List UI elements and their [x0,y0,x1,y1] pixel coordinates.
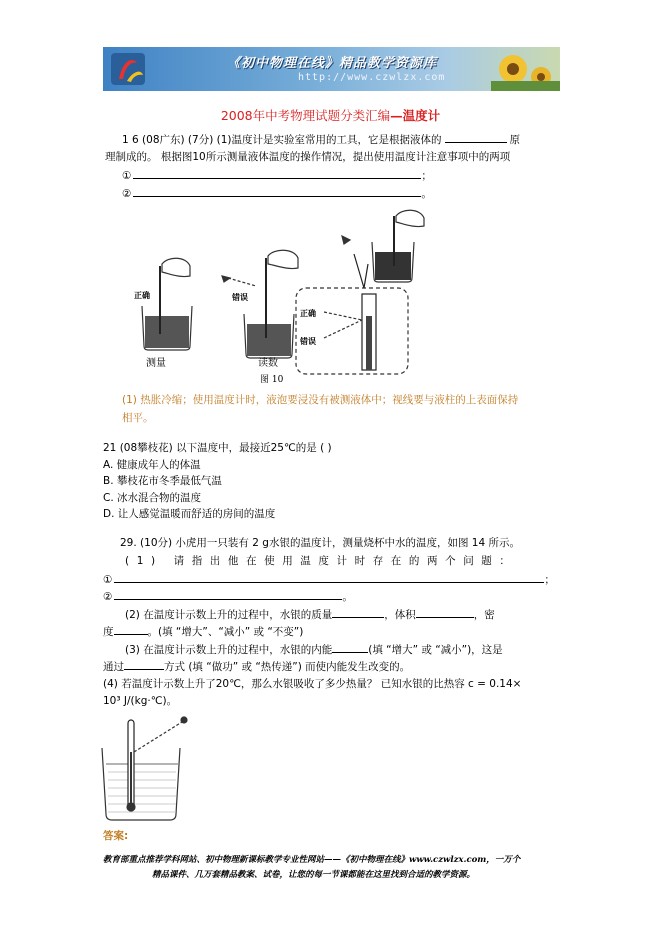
q21-stem: 21 (08攀枝花) 以下温度中，最接近25℃的是 ( ) [103,442,332,454]
q29-part3-line1 [125,641,503,657]
q16-line1-end: 原 [509,134,521,146]
q16-stem: 1 6 (08广东) (7分) (1)温度计是实验室常用的工具，它是根据液体的 [122,134,442,146]
fig-label-correct-2: 正确 [300,309,316,318]
q29-part2-text-b: ，体积 [384,609,416,621]
q29-part2-line2 [103,623,303,639]
q29-part3-text-a: (3) 在温度计示数上升的过程中，水银的内能 [125,644,333,656]
q16-item2-marker: ② [122,188,132,200]
fig-label-wrong-2: 错误 [300,337,316,346]
header-banner [103,47,560,91]
q29-blank-density[interactable] [114,623,148,635]
banner-url[interactable]: http://www.czwlzx.com [298,72,446,83]
q29-part4-line2: 10³ J/(kg·℃)。 [103,695,178,707]
q29-item2-marker: ② [103,591,113,603]
q29-item2-end: 。 [342,591,353,603]
q29-part2-text-c: ，密 [473,609,495,621]
fig-caption-number: 图 10 [260,375,284,385]
fig-caption-measure: 测量 [146,358,166,369]
q29-part2-text-e: 。(填 “增大”、“减小” 或 “不变”) [147,626,304,638]
q29-blank-mass[interactable] [332,606,384,618]
q29-blank-method[interactable] [124,658,164,670]
page-title [0,106,661,124]
q29-blank-2[interactable] [114,588,342,600]
q16-blank-2[interactable] [133,185,421,197]
q29-stem: 29. (10分) 小虎用一只装有 2 g水银的温度计，测量烧杯中水的温度，如图 14 所示。 [120,537,520,549]
q29-blank-volume[interactable] [416,606,474,618]
banner-title: 《初中物理在线》精品教学资源库 [227,56,438,71]
figure-10 [128,206,438,386]
q29-part2-text-a: (2) 在温度计示数上升的过程中，水银的质量 [125,609,333,621]
q16-item1-end: ； [421,170,432,182]
q16-line1 [122,131,520,147]
q21-option-c[interactable]: C. 冰水混合物的温度 [103,492,202,504]
fig-caption-read: 读数 [258,358,278,369]
q29-part2-line1 [125,606,495,622]
footer-line1: 教育部重点推荐学科网站、初中物理新课标教学专业性网站——《初中物理在线》www.czwlzx.com，一万个 [103,855,521,865]
beaker-14 [102,748,180,820]
page-title-highlight: —温度计 [390,108,441,123]
q29-item2 [103,588,353,604]
q16-item2-end: 。 [421,188,432,200]
q29-part1: (1) 请指出他在使用温度计时存在的两个问题： [125,555,518,567]
q29-item1-end: ； [544,574,555,586]
q29-part3-text-c: 通过 [103,661,124,673]
answer-label: 答案: [103,830,129,842]
q29-part3-text-d: 方式 (填 “做功” 或 “热传递”) 而使内能发生改变的。 [164,661,411,673]
q16-blank-principle[interactable] [445,131,507,143]
page-title-main: 2008年中考物理试题分类汇编 [220,108,391,123]
q29-blank-1[interactable] [114,571,544,583]
q29-part2-text-d: 度 [103,626,114,638]
q29-item1 [103,571,555,587]
q16-item2 [122,185,432,201]
q21-option-a[interactable]: A. 健康成年人的体温 [103,459,201,471]
q16-blank-1[interactable] [133,167,421,179]
fig-label-correct-1: 正确 [134,291,150,300]
answer16-line2: 相平。 [122,412,154,424]
q29-blank-energy[interactable] [332,641,368,653]
q16-line2: 理制成的。 根据图10所示测量液体温度的操作情况，提出使用温度计注意事项中的两项 [105,151,511,163]
q21-option-b[interactable]: B. 攀枝花市冬季最低气温 [103,475,222,487]
q29-part3-text-b: (填 “增大” 或 “减小”)，这是 [368,644,503,656]
answer16-line1: (1) 热胀冷缩；使用温度计时，液泡要浸没有被测液体中；视线要与液柱的上表面保持 [122,394,519,406]
q29-part4-line1: (4) 若温度计示数上升了20℃，那么水银吸收了多少热量？ 已知水银的比热容 c = 0.14× [103,678,522,690]
q29-item1-marker: ① [103,574,113,586]
fig-label-wrong-1: 错误 [232,293,248,302]
q29-part3-line2 [103,658,410,674]
q16-item1-marker: ① [122,170,132,182]
figure-14 [100,712,200,824]
q21-option-d[interactable]: D. 让人感觉温暖而舒适的房间的温度 [103,508,276,520]
footer-line2: 精品课件、几万套精品教案、试卷，让您的每一节课都能在这里找到合适的教学资源。 [152,870,476,880]
zoom-detail-box [296,288,408,374]
q16-item1 [122,167,432,183]
